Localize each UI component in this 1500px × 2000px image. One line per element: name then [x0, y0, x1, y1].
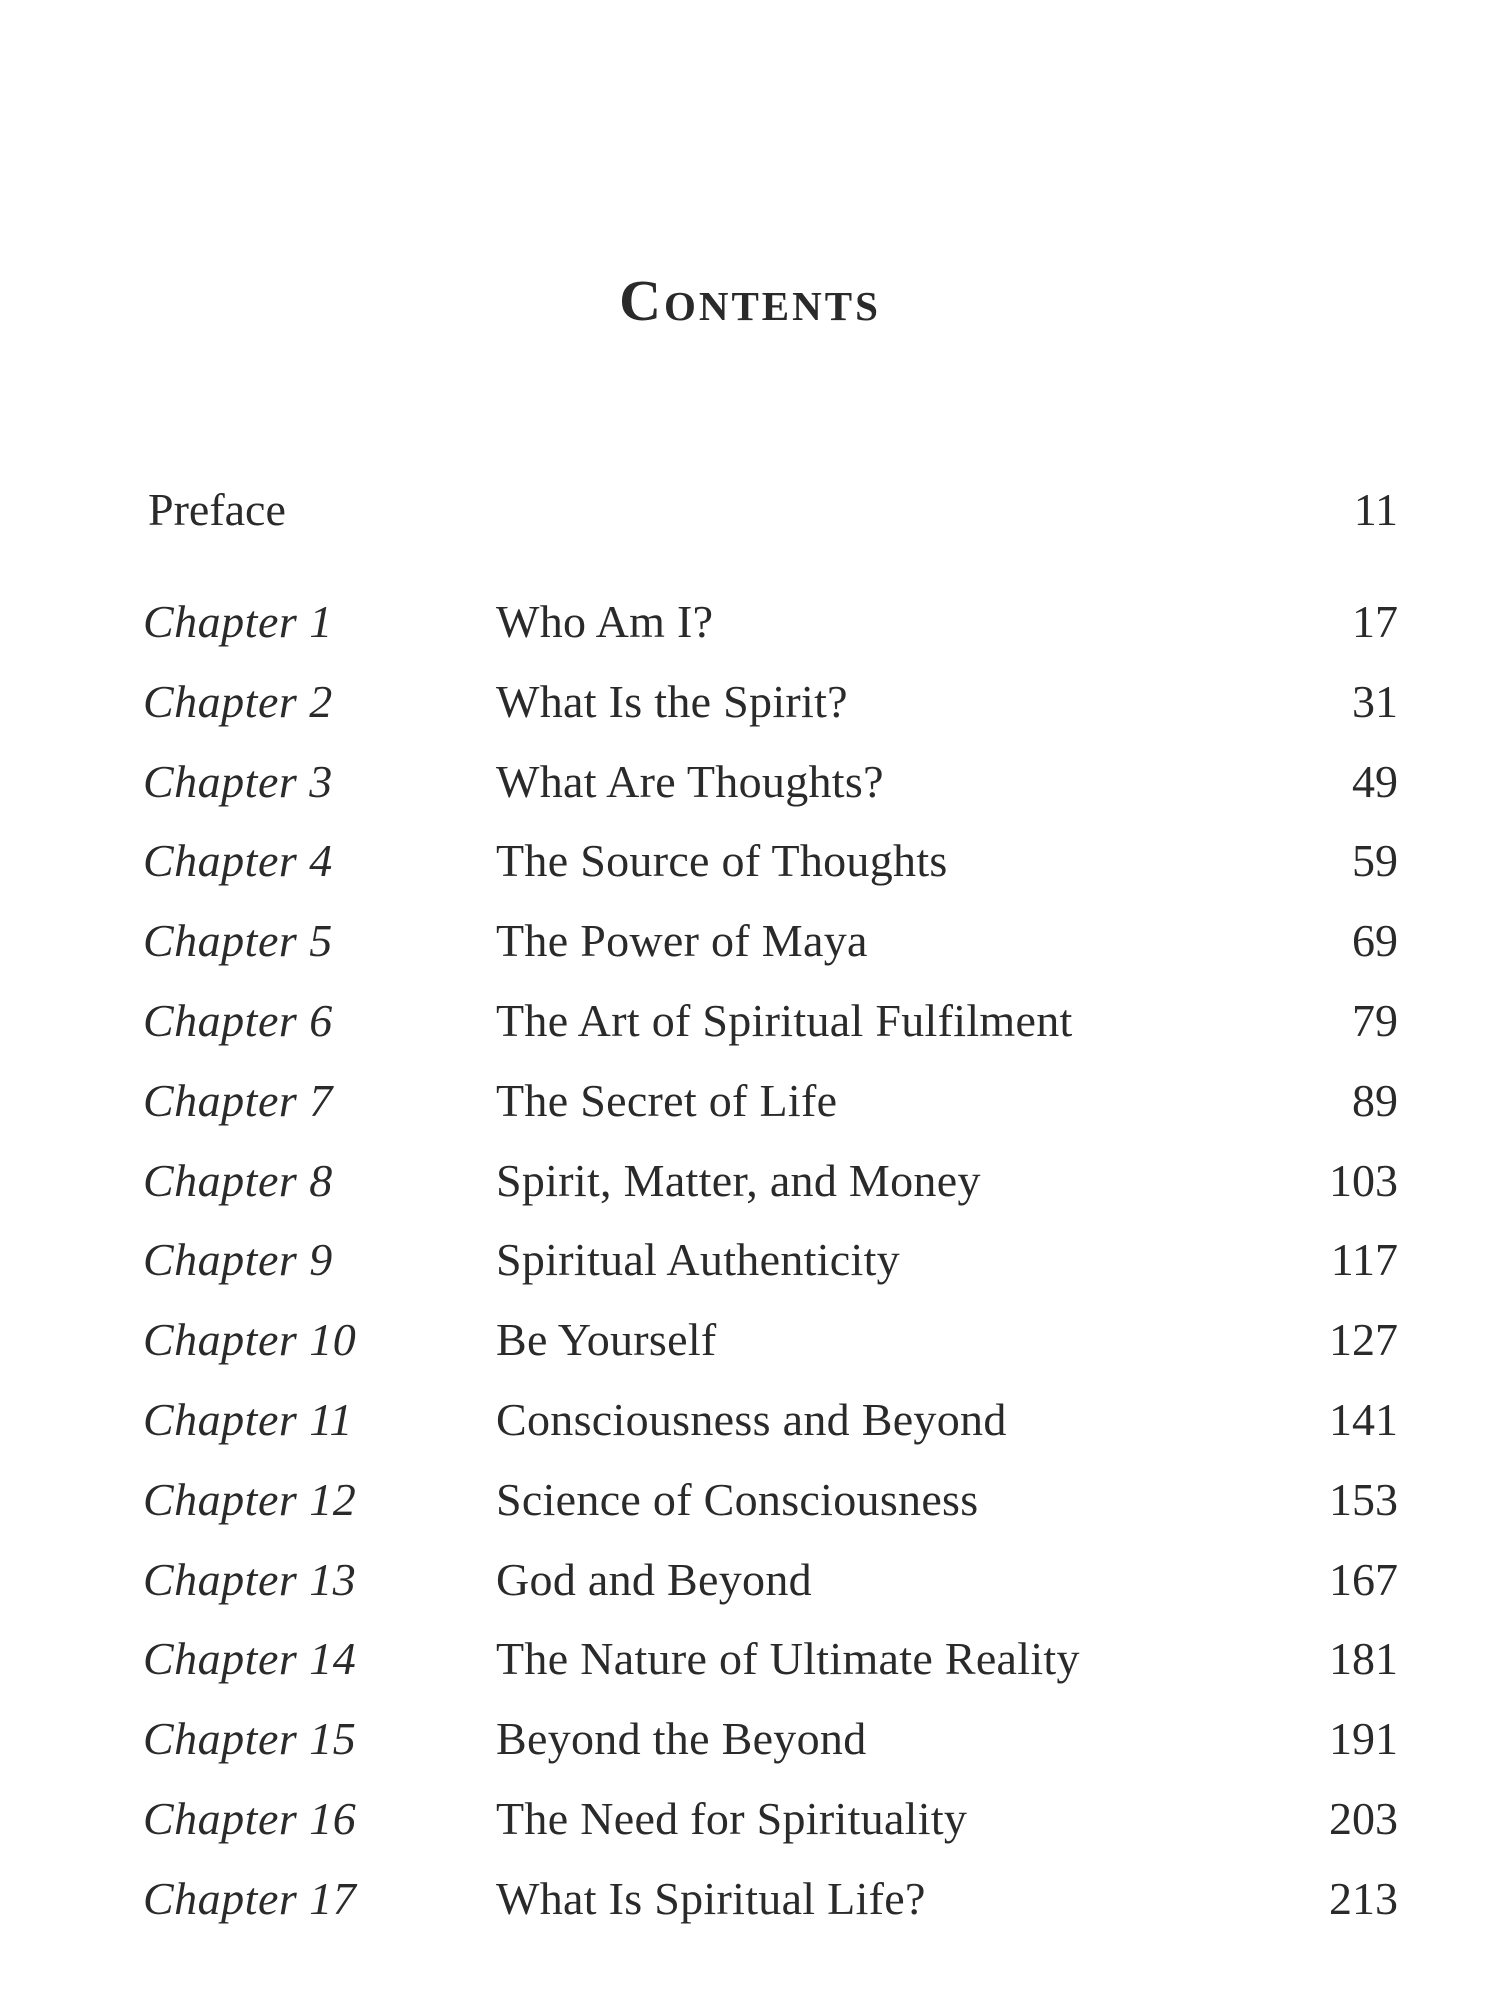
chapter-number: Chapter 6 — [143, 994, 333, 1046]
chapter-title: What Is Spiritual Life? — [496, 1872, 926, 1924]
chapter-page-number: 79 — [1352, 994, 1398, 1046]
chapter-page-number: 191 — [1329, 1713, 1398, 1765]
chapter-number: Chapter 5 — [143, 915, 333, 967]
chapter-number: Chapter 12 — [143, 1473, 357, 1525]
toc-entry[interactable] — [0, 1230, 1500, 1310]
toc-entry[interactable] — [0, 1390, 1500, 1470]
chapter-number: Chapter 4 — [143, 835, 333, 887]
chapter-number: Chapter 14 — [143, 1633, 357, 1685]
chapter-number: Chapter 11 — [143, 1393, 353, 1445]
toc-entry[interactable] — [0, 1629, 1500, 1709]
toc-entry[interactable] — [0, 911, 1500, 991]
chapter-page-number: 141 — [1329, 1393, 1398, 1445]
preface-page-number: 11 — [1353, 484, 1398, 535]
toc-entry[interactable] — [0, 672, 1500, 752]
toc-entry[interactable] — [0, 752, 1500, 832]
chapter-title: The Nature of Ultimate Reality — [496, 1633, 1080, 1685]
chapter-page-number: 213 — [1329, 1872, 1398, 1924]
chapter-number: Chapter 16 — [143, 1792, 357, 1844]
page-title: Contents — [619, 268, 881, 333]
chapter-number: Chapter 1 — [143, 596, 333, 647]
toc-entry[interactable] — [0, 1071, 1500, 1151]
chapter-number: Chapter 15 — [143, 1713, 357, 1765]
chapter-number: Chapter 7 — [143, 1074, 333, 1126]
toc-entry[interactable] — [0, 1709, 1500, 1789]
chapter-title: The Secret of Life — [496, 1074, 838, 1126]
chapter-page-number: 203 — [1329, 1792, 1398, 1844]
toc-entry[interactable] — [0, 1550, 1500, 1630]
chapter-page-number: 69 — [1352, 915, 1398, 967]
toc-entry-preface[interactable] — [148, 480, 1398, 540]
chapter-title: The Need for Spirituality — [496, 1792, 968, 1844]
chapter-title: Spirit, Matter, and Money — [496, 1154, 981, 1206]
chapter-page-number: 117 — [1330, 1234, 1398, 1286]
chapter-title: What Is the Spirit? — [496, 675, 848, 727]
chapter-title: Science of Consciousness — [496, 1473, 979, 1525]
chapter-title: Beyond the Beyond — [496, 1713, 867, 1765]
toc-entry[interactable] — [0, 1869, 1500, 1949]
chapter-number: Chapter 10 — [143, 1314, 357, 1366]
toc-entry[interactable] — [0, 1789, 1500, 1869]
chapter-page-number: 17 — [1352, 596, 1398, 647]
toc-entry[interactable] — [0, 1310, 1500, 1390]
chapter-number: Chapter 9 — [143, 1234, 333, 1286]
chapter-page-number: 31 — [1352, 675, 1398, 727]
chapter-page-number: 59 — [1352, 835, 1398, 887]
chapter-page-number: 49 — [1352, 755, 1398, 807]
toc-entry[interactable] — [0, 1470, 1500, 1550]
chapter-title: The Source of Thoughts — [496, 835, 948, 887]
chapter-title: The Power of Maya — [496, 915, 868, 967]
chapter-title: God and Beyond — [496, 1553, 812, 1605]
chapter-title: Be Yourself — [496, 1314, 717, 1366]
chapter-title: The Art of Spiritual Fulfilment — [496, 994, 1073, 1046]
chapter-page-number: 103 — [1329, 1154, 1398, 1206]
table-of-contents — [0, 592, 1500, 1949]
chapter-number: Chapter 8 — [143, 1154, 333, 1206]
chapter-page-number: 127 — [1329, 1314, 1398, 1366]
toc-entry[interactable] — [0, 592, 1500, 672]
chapter-page-number: 89 — [1352, 1074, 1398, 1126]
chapter-title: Who Am I? — [496, 596, 714, 647]
chapter-number: Chapter 17 — [143, 1872, 357, 1924]
chapter-page-number: 167 — [1329, 1553, 1398, 1605]
toc-entry[interactable] — [0, 1151, 1500, 1231]
toc-entry[interactable] — [0, 991, 1500, 1071]
chapter-title: Consciousness and Beyond — [496, 1393, 1007, 1445]
chapter-number: Chapter 3 — [143, 755, 333, 807]
chapter-page-number: 181 — [1329, 1633, 1398, 1685]
chapter-page-number: 153 — [1329, 1473, 1398, 1525]
chapter-title: Spiritual Authenticity — [496, 1234, 900, 1286]
chapter-number: Chapter 2 — [143, 675, 333, 727]
chapter-number: Chapter 13 — [143, 1553, 357, 1605]
preface-label: Preface — [148, 484, 286, 535]
toc-entry[interactable] — [0, 831, 1500, 911]
chapter-title: What Are Thoughts? — [496, 755, 884, 807]
